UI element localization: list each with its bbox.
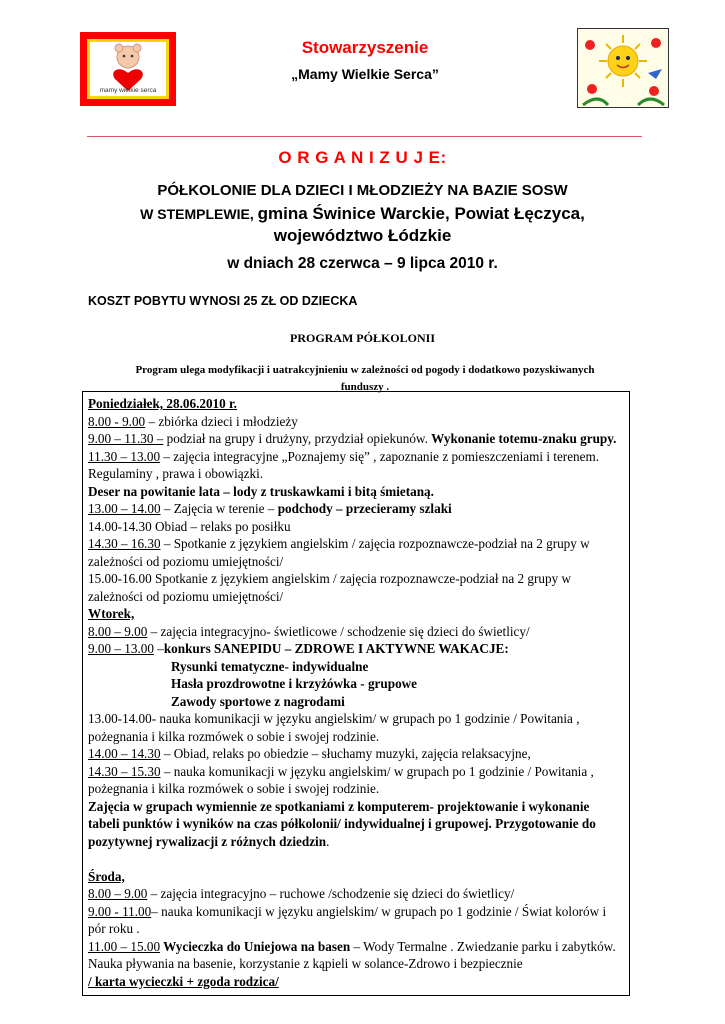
entry-text: – Zajęcia w terenie – (160, 501, 278, 516)
schedule-entry (88, 885, 624, 903)
entry-time: 9.00 – 13.00 (88, 641, 154, 656)
entry-time: 9.00 – 11.30 – (88, 431, 164, 446)
entry-time: 14.00 – 14.30 (88, 746, 161, 761)
organization-logo (80, 32, 176, 106)
schedule-entry (88, 798, 624, 851)
event-dates: w dniach 28 czerwca – 9 lipca 2010 r. (227, 255, 498, 272)
day-heading-tuesday: Wtorek, (88, 606, 135, 621)
schedule-entry (88, 938, 624, 973)
schedule-box (82, 391, 630, 996)
schedule-entry (88, 448, 624, 483)
entry-text: – zajęcia integracyjno – ruchowe /schodzenie się dzieci do świetlicy/ (147, 886, 515, 901)
entry-text: – nauka komunikacji w języku angielskim/ w grupach po 1 godzinie / Powitania , pożegnania i kilka rozmówek o sobie i swojej rodzinie. (88, 763, 594, 796)
logo-caption: mamy wielkie serca (99, 87, 157, 94)
organizes-heading: O R G A N I Z U J E: (278, 148, 447, 167)
entry-time: 14.30 – 16.30 (88, 536, 161, 551)
organization-subname: „Mamy Wielkie Serca” (291, 66, 439, 82)
schedule-entry: / karta wycieczki + zgoda rodzica/ (88, 973, 279, 989)
entry-text: – nauka komunikacji w języku angielskim/ w grupach po 1 godzinie / Świat kolorów i pór roku . (88, 903, 607, 936)
entry-time: 8.00 – 9.00 (88, 623, 148, 639)
title-line-2 (90, 204, 635, 224)
entry-text: – Obiad, relaks po obiedzie – słuchamy muzyki, zajęcia relaksacyjne, (160, 746, 531, 761)
entry-highlight: podchody – przecieramy szlaki (277, 501, 452, 516)
title-line-1: PÓŁKOLONIE DLA DZIECI I MŁODZIEŻY NA BAZIE SOSW (157, 182, 568, 199)
spacer (88, 850, 624, 868)
schedule-entry (88, 640, 624, 658)
entry-highlight: Wykonanie totemu-znaku grupy. (431, 431, 617, 446)
organization-name: Stowarzyszenie (301, 38, 429, 57)
entry-highlight: konkurs SANEPIDU – ZDROWE I AKTYWNE WAKACJE: (163, 641, 509, 656)
entry-time: 11.00 – 15.00 (88, 938, 161, 954)
cost-notice: KOSZT POBYTU WYNOSI 25 ZŁ OD DZIECKA (88, 294, 358, 308)
schedule-entry (88, 903, 624, 938)
entry-text: – Spotkanie z językiem angielskim / zajęcia rozpoznawcze-podział na 2 grupy w zależności od poziomu umiejętności/ (88, 536, 590, 569)
title-line-2b: gmina Świnice Warckie, Powiat Łęczyca, (257, 204, 585, 223)
entry-time: 13.00 – 14.00 (88, 501, 161, 516)
entry-text: podział na grupy i drużyny, przydział opiekunów. (163, 431, 432, 446)
schedule-entry: Deser na powitanie lata – lody z truskawkami i bitą śmietaną. (88, 483, 434, 499)
schedule-entry (88, 623, 624, 641)
day-heading-monday: Poniedziałek, 28.06.2010 r. (88, 396, 237, 411)
contest-item: Rysunki tematyczne- indywidualne (171, 658, 369, 674)
entry-time: 8.00 – 9.00 (88, 886, 148, 901)
entry-time: 14.30 – 15.30 (88, 763, 161, 779)
entry-text: – zajęcia integracyjne „Poznajemy się” , zapoznanie z pomieszczeniami i terenem. Regulaminy , prawa i obowiązki. (88, 448, 600, 481)
entry-text: – zbiórka dzieci i młodzieży (145, 413, 298, 429)
schedule-entry: 13.00-14.00- nauka komunikacji w języku angielskim/ w grupach po 1 godzinie / Powitania , pożegnania i kilka rozmówek o sobie i swojej rodzinie. (88, 711, 580, 744)
header-divider (87, 136, 642, 137)
entry-text: . (326, 833, 330, 849)
program-title: PROGRAM PÓŁKOLONII (289, 331, 435, 345)
schedule-entry (88, 763, 624, 798)
schedule-entry (88, 500, 624, 518)
schedule-entry (88, 535, 624, 570)
entry-text: – (153, 641, 164, 656)
title-line-2a: W STEMPLEWIE, (140, 206, 258, 222)
schedule-entry (88, 430, 624, 448)
schedule-entry: 14.00-14.30 Obiad – relaks po posiłku (88, 518, 291, 534)
entry-time: 8.00 - 9.00 (88, 413, 146, 429)
entry-time: 11.30 – 13.00 (88, 448, 161, 464)
title-line-3: województwo Łódzkie (273, 226, 452, 245)
entry-time: 9.00 - 11.00 (88, 903, 152, 919)
schedule-entry (88, 745, 624, 763)
entry-text: – zajęcia integracyjno- świetlicowe / schodzenie się dzieci do świetlicy/ (147, 623, 530, 639)
program-note: Program ulega modyfikacji i uatrakcyjnieniu w zależności od pogody i dodatkowo pozyskiwanych funduszy . (135, 364, 595, 393)
schedule-entry: 15.00-16.00 Spotkanie z językiem angielskim / zajęcia rozpoznawcze-podział na 2 grupy w zależności od poziomu umiejętności/ (88, 571, 572, 604)
contest-item: Hasła prozdrowotne i krzyżówka - grupowe (171, 676, 418, 691)
day-heading-wednesday: Środa, (88, 868, 125, 884)
schedule-entry (88, 413, 624, 431)
entry-highlight: Wycieczka do Uniejowa na basen (160, 938, 351, 954)
sun-flowers-image (577, 28, 669, 108)
entry-text: – Wody Termalne . Zwiedzanie parku i zabytków. Nauka pływania na basenie, korzystanie z kąpieli w solance-Zdrowo i bezpiecznie (88, 938, 616, 971)
entry-highlight: Zajęcia w grupach wymiennie ze spotkaniami z komputerem- projektowanie i wykonanie tabeli punktów i wyników na czas półkolonii/ indywidualnej i grupowej. Przygotowanie do pozytywnej rywalizacji z różnych dziedzin (88, 798, 596, 849)
contest-item: Zawody sportowe z nagrodami (171, 693, 345, 709)
